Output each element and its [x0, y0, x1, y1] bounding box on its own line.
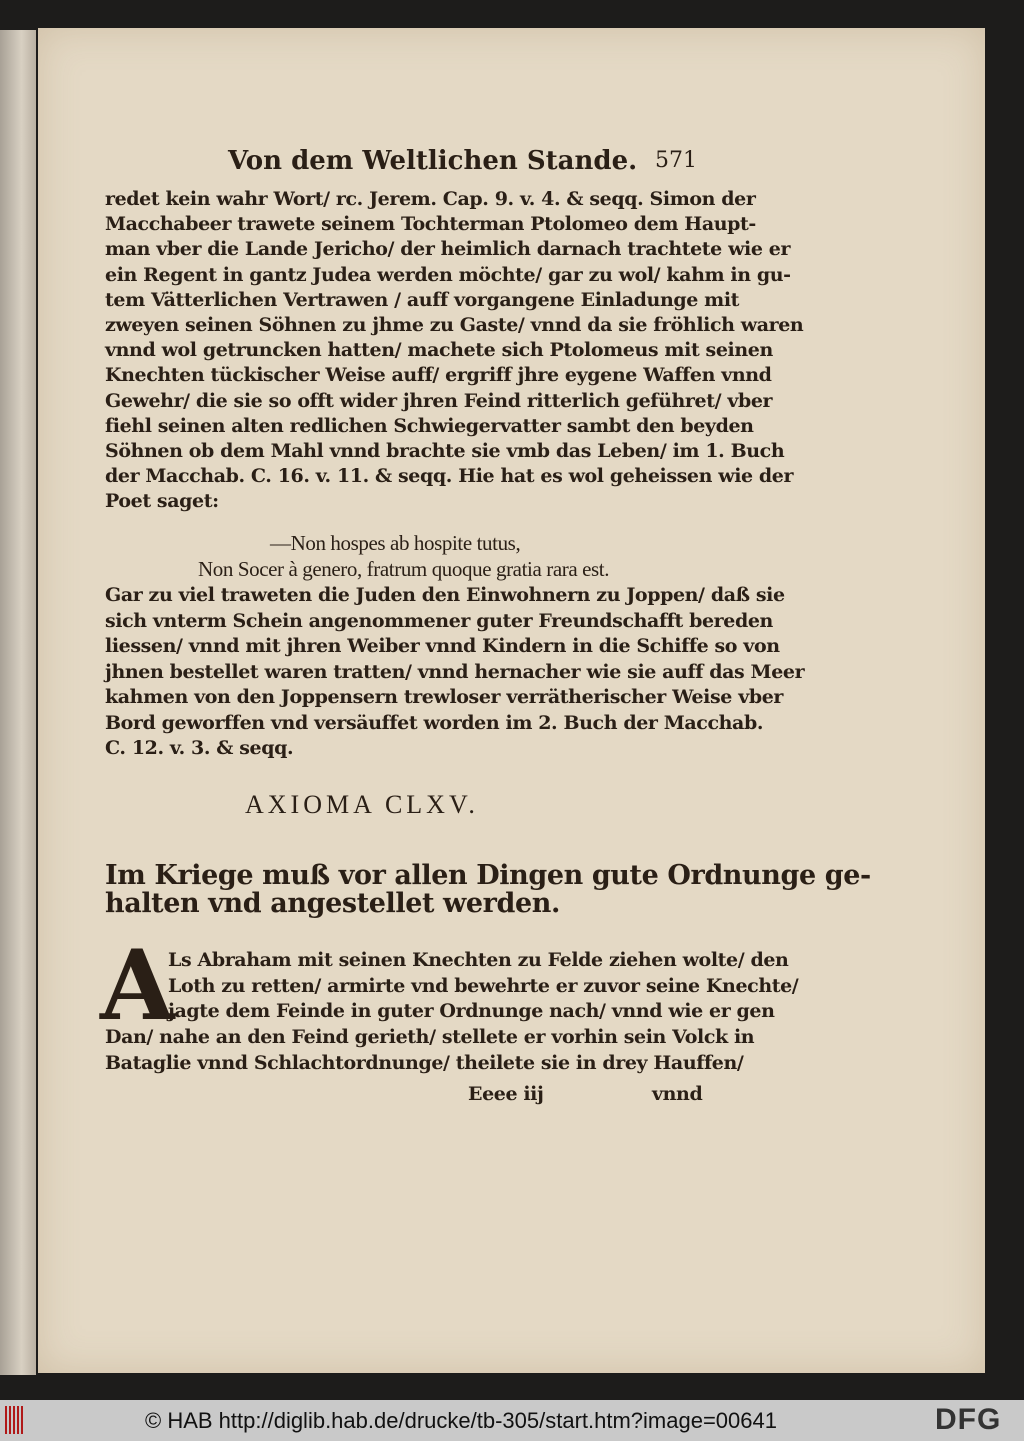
text-line: halten vnd angestellet werden.: [105, 888, 560, 919]
drop-initial: A: [100, 929, 175, 1042]
text-line: Gar zu viel traweten die Juden den Einwohnern zu Joppen/ daß sie: [105, 584, 785, 606]
text-line: Bord geworffen vnd versäuffet worden im 2. Buch der Macchab.: [105, 711, 764, 734]
page-number: 571: [655, 148, 697, 173]
text-line: —Non hospes ab hospite tutus,: [270, 531, 521, 555]
text-line: Non Socer à genero, fratrum quoque gratia rara est.: [198, 556, 610, 581]
text-line: zweyen seinen Söhnen zu jhme zu Gaste/ vnnd da sie fröhlich waren: [105, 314, 804, 336]
text-line: Poet saget:: [105, 490, 219, 513]
running-head: Von dem Weltlichen Stande.: [228, 146, 638, 176]
text-line: man vber die Lande Jericho/ der heimlich darnach trachtete wie er: [105, 238, 791, 261]
text-line: Knechten tückischer Weise auff/ ergriff jhre eygene Waffen vnnd: [105, 364, 772, 387]
text-line: sich vnterm Schein angenommener guter Freundschafft bereden: [105, 609, 773, 632]
text-line: Dan/ nahe an den Feind gerieth/ stellete er vorhin sein Volck in: [105, 1026, 755, 1049]
text-line: ein Regent in gantz Judea werden möchte/ gar zu wol/ kahm in gu-: [105, 263, 791, 286]
hab-logo-icon: [5, 1406, 25, 1434]
adjacent-page-edge: [0, 30, 36, 1375]
text-line: vnnd wol getruncken hatten/ machete sich Ptolomeus mit seinen: [105, 339, 773, 362]
text-line: fiehl seinen alten redlichen Schwiegervatter sambt den beyden: [105, 414, 754, 437]
footer-bar: [0, 1400, 1024, 1441]
text-line: jhnen bestellet waren tratten/ vnnd hernacher wie sie auff das Meer: [105, 660, 805, 683]
text-line: tem Vätterlichen Vertrawen / auff vorgangene Einladunge mit: [105, 288, 740, 311]
text-line: liessen/ vnnd mit jhren Weiber vnnd Kindern in die Schiffe so von: [105, 635, 780, 657]
text-line: Gewehr/ die sie so offt wider jhren Feind ritterlich geführet/ vber: [105, 389, 773, 412]
text-line: redet kein wahr Wort/ rc. Jerem. Cap. 9. v. 4. & seqq. Simon der: [105, 188, 756, 210]
text-line: Im Kriege muß vor allen Dingen gute Ordnunge ge-: [105, 860, 871, 891]
text-line: Macchabeer trawete seinem Tochterman Ptolomeo dem Haupt-: [105, 213, 756, 236]
text-line: Ls Abraham mit seinen Knechten zu Felde ziehen wolte/ den: [168, 949, 789, 971]
signature-mark: Eeee iij: [468, 1083, 544, 1105]
text-line: C. 12. v. 3. & seqq.: [105, 737, 294, 759]
axioma-heading: AXIOMA CLXV.: [245, 790, 479, 819]
catchword: vnnd: [652, 1083, 703, 1105]
text-line: Loth zu retten/ armirte vnd bewehrte er zuvor seine Knechte/: [168, 974, 799, 997]
text-line: Söhnen ob dem Mahl vnnd brachte sie vmb das Leben/ im 1. Buch: [105, 440, 785, 462]
text-line: jagte dem Feinde in guter Ordnunge nach/ vnnd wie er gen: [168, 1000, 775, 1023]
dfg-logo: DFG: [935, 1403, 1002, 1436]
text-line: der Macchab. C. 16. v. 11. & seqq. Hie hat es wol geheissen wie der: [105, 465, 794, 488]
copyright-link[interactable]: © HAB http://diglib.hab.de/drucke/tb-305/start.htm?image=00641: [145, 1408, 777, 1433]
text-line: kahmen von den Joppensern trewloser verrätherischer Weise vber: [105, 686, 784, 708]
text-line: Bataglie vnnd Schlachtordnunge/ theilete sie in drey Hauffen/: [105, 1051, 744, 1074]
